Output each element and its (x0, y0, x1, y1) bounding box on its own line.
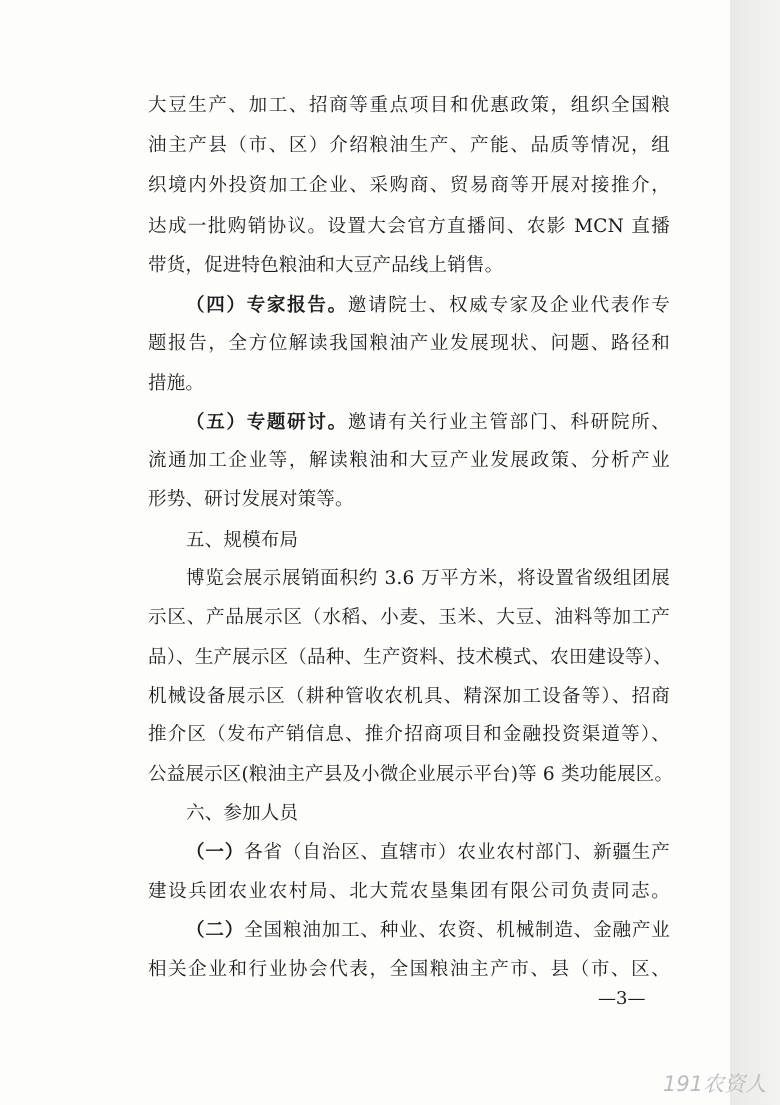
body-line: 措施。 (148, 373, 205, 394)
body-line: 流通加工企业等，解读粮油和大豆产业发展政策、分析产业 (148, 450, 670, 471)
body-line: 博览会展示展销面积约 3.6 万平方米，将设置省级组团展 (186, 568, 670, 589)
section-text: 邀请院士、权威专家及企业代表作专 (347, 295, 670, 316)
body-line: 带货，促进特色粮油和大豆产品线上销售。 (148, 255, 504, 276)
item-marker: （一） (186, 842, 245, 863)
body-line: 题报告，全方位解读我国粮油产业发展现状、问题、路径和 (148, 333, 670, 354)
page-edge-shadow (730, 0, 780, 1105)
body-line (186, 293, 670, 319)
item-text: 全国粮油加工、种业、农资、机械制造、金融产业 (244, 920, 670, 941)
body-line (186, 410, 670, 436)
body-line: 建设兵团农业农村局、北大荒农垦集团有限公司负责同志。 (148, 881, 670, 902)
body-line: 油主产县（市、区）介绍粮油生产、产能、品质等情况，组 (148, 135, 670, 156)
body-line (186, 918, 670, 944)
body-line: 机械设备展示区（耕种管收农机具、精深加工设备等）、招商 (148, 686, 670, 707)
section-text: 邀请有关行业主管部门、科研院所、 (347, 412, 670, 433)
body-line: 织境内外投资加工企业、采购商、贸易商等开展对接推介， (148, 175, 670, 196)
body-line: 形势、研讨发展对策等。 (148, 489, 354, 510)
body-line: 公益展示区(粮油主产县及小微企业展示平台)等 6 类功能展区。 (148, 764, 674, 785)
page-number: —3— (598, 988, 646, 1009)
body-line: 品）、生产展示区（品种、生产资料、技术模式、农田建设等）、 (148, 647, 672, 668)
body-line: 示区、产品展示区（水稻、小麦、玉米、大豆、油料等加工产 (148, 607, 670, 628)
body-line: 达成一批购销协议。设置大会官方直播间、农影 MCN 直播 (148, 216, 670, 237)
item-marker: （二） (186, 920, 245, 941)
body-line: 大豆生产、加工、招商等重点项目和优惠政策，组织全国粮 (148, 95, 670, 116)
section-title: 五、规模布局 (186, 530, 299, 551)
watermark-logo: 191农资人 (663, 1072, 767, 1096)
section-title: 六、参加人员 (186, 803, 299, 824)
body-line: 推介区（发布产销信息、推介招商项目和金融投资渠道等）、 (148, 724, 670, 745)
section-heading: （五）专题研讨。 (186, 412, 348, 433)
item-text: 各省（自治区、直辖市）农业农村部门、新疆生产 (244, 842, 670, 863)
section-heading: （四）专家报告。 (186, 295, 348, 316)
body-line: 相关企业和行业协会代表，全国粮油主产市、县（市、区、 (148, 959, 670, 980)
body-line (186, 840, 670, 866)
